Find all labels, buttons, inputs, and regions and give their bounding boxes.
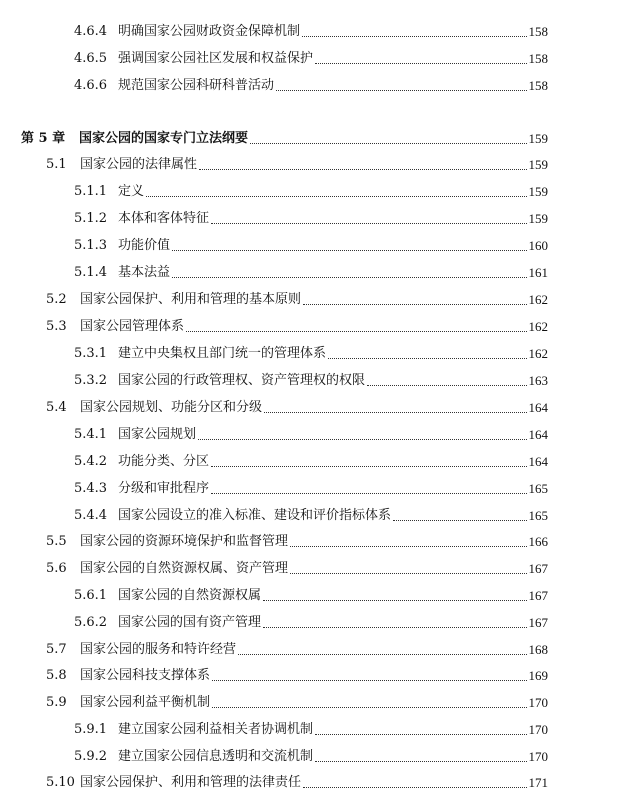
dot-leader [302,35,526,37]
toc-entry[interactable] [0,398,621,416]
toc-entry-number: 5.1.2 [74,211,108,226]
toc-entry-page-number: 167 [528,561,548,576]
toc-entry-title: 国家公园设立的准入标准、建设和评价指标体系 [118,508,392,523]
dot-leader [290,572,526,574]
toc-entry[interactable] [0,371,621,389]
dot-leader [172,276,526,278]
toc-entry-page-number: 158 [528,78,548,93]
toc-entry[interactable] [0,209,621,227]
toc-entry-page-number: 170 [528,749,548,764]
toc-entry-page-number: 163 [528,373,548,388]
toc-entry-page-number: 161 [528,265,548,280]
toc-entry[interactable] [0,747,621,765]
toc-entry[interactable] [0,559,621,577]
toc-entry-title: 建立国家公园利益相关者协调机制 [118,722,314,737]
toc-entry-page-number: 168 [528,642,548,657]
toc-chapter-entry[interactable] [0,129,621,147]
dot-leader [315,760,526,762]
toc-entry-number: 5.2 [46,292,67,307]
dot-leader [212,706,526,708]
dot-leader [211,492,526,494]
toc-entry-page-number: 158 [528,24,548,39]
toc-entry-title: 国家公园的行政管理权、资产管理权的权限 [118,373,366,388]
toc-entry-number: 5.4 [46,400,67,415]
toc-entry-title: 功能分类、分区 [118,454,210,469]
toc-entry-page-number: 159 [528,131,548,146]
toc-entry-page-number: 159 [528,211,548,226]
dot-leader [211,465,526,467]
toc-entry[interactable] [0,693,621,711]
toc-entry[interactable] [0,613,621,631]
dot-leader [303,303,526,305]
dot-leader [393,519,526,521]
dot-leader [172,249,526,251]
toc-entry-number: 4.6.6 [74,78,108,93]
dot-leader [199,168,526,170]
dot-leader [250,142,526,144]
toc-entry-title: 规范国家公园科研科普活动 [118,78,275,93]
toc-entry-title: 国家公园科技支撑体系 [80,668,211,683]
toc-entry-title: 本体和客体特征 [118,211,210,226]
dot-leader [211,222,526,224]
toc-entry-number: 第 5 章 [21,131,66,146]
toc-entry-title: 国家公园规划 [118,427,197,442]
toc-entry-page-number: 170 [528,695,548,710]
toc-entry[interactable] [0,317,621,335]
dot-leader [146,195,526,197]
dot-leader [276,89,526,91]
toc-entry-title: 基本法益 [118,265,171,280]
toc-entry-page-number: 171 [528,775,548,790]
toc-entry[interactable] [0,479,621,497]
dot-leader [212,679,526,681]
toc-entry-page-number: 159 [528,184,548,199]
toc-entry-title: 定义 [118,184,145,199]
toc-entry-number: 5.3.1 [74,346,108,361]
toc-entry-number: 5.4.3 [74,481,108,496]
toc-entry-page-number: 160 [528,238,548,253]
dot-leader [238,653,526,655]
toc-entry[interactable] [0,263,621,281]
toc-entry[interactable] [0,773,621,791]
toc-entry-page-number: 162 [528,346,548,361]
toc-entry-title: 国家公园的服务和特许经营 [80,642,237,657]
toc-entry-title: 国家公园规划、功能分区和分级 [80,400,263,415]
toc-entry[interactable] [0,290,621,308]
toc-entry[interactable] [0,640,621,658]
toc-entry-number: 5.1 [46,157,67,172]
toc-entry-number: 4.6.4 [74,24,108,39]
toc-entry-number: 5.8 [46,668,67,683]
toc-entry-title: 建立国家公园信息透明和交流机制 [118,749,314,764]
dot-leader [315,62,526,64]
dot-leader [290,545,526,547]
toc-entry[interactable] [0,155,621,173]
toc-entry-title: 国家公园的自然资源权属 [118,588,262,603]
toc-entry[interactable] [0,76,621,94]
toc-entry[interactable] [0,425,621,443]
toc-entry-title: 国家公园的自然资源权属、资产管理 [80,561,289,576]
toc-entry[interactable] [0,452,621,470]
toc-entry-title: 强调国家公园社区发展和权益保护 [118,51,314,66]
toc-entry-page-number: 170 [528,722,548,737]
toc-entry-title: 国家公园的法律属性 [80,157,198,172]
dot-leader [186,330,526,332]
toc-entry[interactable] [0,720,621,738]
dot-leader [315,733,526,735]
toc-entry-number: 5.6.1 [74,588,108,603]
toc-entry-number: 5.1.3 [74,238,108,253]
toc-entry-title: 国家公园的国有资产管理 [118,615,262,630]
dot-leader [198,438,526,440]
toc-entry-number: 4.6.5 [74,51,108,66]
toc-entry[interactable] [0,344,621,362]
dot-leader [328,357,526,359]
toc-entry-number: 5.1.1 [74,184,108,199]
toc-entry-page-number: 164 [528,454,548,469]
toc-entry-title: 分级和审批程序 [118,481,210,496]
toc-entry[interactable] [0,236,621,254]
toc-entry-number: 5.7 [46,642,67,657]
dot-leader [263,599,526,601]
toc-entry-number: 5.4.1 [74,427,108,442]
toc-entry-page-number: 166 [528,534,548,549]
toc-entry-number: 5.9.2 [74,749,108,764]
toc-entry-page-number: 162 [528,292,548,307]
toc-entry-page-number: 164 [528,427,548,442]
toc-entry-title: 国家公园的资源环境保护和监督管理 [80,534,289,549]
toc-entry-number: 5.6 [46,561,67,576]
dot-leader [367,384,526,386]
toc-entry-title: 明确国家公园财政资金保障机制 [118,24,301,39]
toc-entry-number: 5.9 [46,695,67,710]
toc-entry-title: 国家公园保护、利用和管理的法律责任 [80,775,302,790]
toc-entry[interactable] [0,182,621,200]
toc-entry-title: 功能价值 [118,238,171,253]
dot-leader [263,626,526,628]
toc-entry-title: 国家公园的国家专门立法纲要 [79,131,249,146]
toc-entry-number: 5.3 [46,319,67,334]
toc-entry-page-number: 169 [528,668,548,683]
toc-entry-page-number: 158 [528,51,548,66]
toc-entry-title: 国家公园利益平衡机制 [80,695,211,710]
toc-entry-title: 国家公园管理体系 [80,319,185,334]
toc-entry-page-number: 165 [528,481,548,496]
toc-entry-number: 5.3.2 [74,373,108,388]
toc-entry-number: 5.6.2 [74,615,108,630]
toc-entry[interactable] [0,666,621,684]
toc-entry[interactable] [0,22,621,40]
toc-entry[interactable] [0,586,621,604]
toc-entry-page-number: 165 [528,508,548,523]
toc-entry-page-number: 164 [528,400,548,415]
toc-entry-page-number: 167 [528,615,548,630]
toc-entry-number: 5.9.1 [74,722,108,737]
toc-entry[interactable] [0,506,621,524]
toc-entry-page-number: 162 [528,319,548,334]
toc-entry-page-number: 167 [528,588,548,603]
toc-entry[interactable] [0,49,621,67]
dot-leader [303,786,526,788]
toc-entry-page-number: 159 [528,157,548,172]
toc-entry-number: 5.1.4 [74,265,108,280]
toc-entry-number: 5.5 [46,534,67,549]
toc-entry-number: 5.4.4 [74,508,108,523]
toc-entry-number: 5.4.2 [74,454,108,469]
dot-leader [264,411,526,413]
toc-entry-title: 国家公园保护、利用和管理的基本原则 [80,292,302,307]
toc-entry-number: 5.10 [46,775,75,790]
toc-entry-title: 建立中央集权且部门统一的管理体系 [118,346,327,361]
toc-entry[interactable] [0,532,621,550]
